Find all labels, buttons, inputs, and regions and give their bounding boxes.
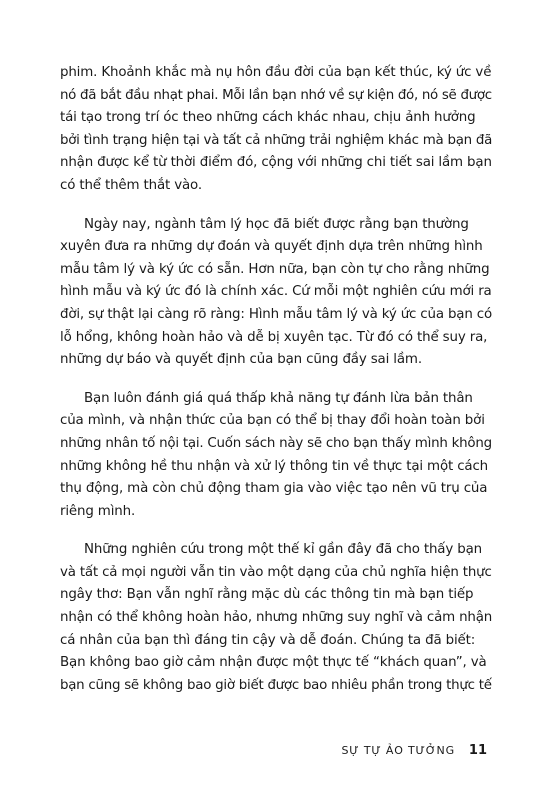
text-line: hình mẫu và ký ức đó là chính xác. Cứ mỗi một nghiên cứu mới ra	[60, 284, 492, 300]
text-line: xuyên đưa ra những dự đoán và quyết định dựa trên những hình	[60, 239, 483, 255]
text-line: nó đã bắt đầu nhạt phai. Mỗi lần bạn nhớ về sự kiện đó, nó sẽ được	[60, 87, 492, 103]
text-line: Bạn luôn đánh giá quá thấp khả năng tự đánh lừa bản thân	[84, 390, 473, 406]
paragraph-4	[60, 539, 492, 697]
page-footer	[342, 743, 488, 758]
text-line: mẫu tâm lý và ký ức có sẵn. Hơn nữa, bạn còn tự cho rằng những	[60, 261, 490, 277]
text-line: những dự báo và quyết định của bạn cũng đầy sai lầm.	[60, 352, 422, 368]
running-title: SỰ TỰ ẢO TƯỞNG	[341, 744, 455, 757]
text-line: bởi tình trạng hiện tại và tất cả những trải nghiệm khác mà bạn đã	[60, 132, 493, 148]
text-line: Ngày nay, ngành tâm lý học đã biết được rằng bạn thường	[84, 216, 469, 232]
text-line: riêng mình.	[60, 503, 136, 519]
text-line: có thể thêm thắt vào.	[60, 177, 202, 193]
text-line: nhận được kể từ thời điểm đó, cộng với những chi tiết sai lầm bạn	[60, 155, 492, 171]
text-line: đời, sự thật lại càng rõ ràng: Hình mẫu tâm lý và ký ức của bạn có	[60, 306, 492, 322]
text-line: những nhân tố nội tại. Cuốn sách này sẽ cho bạn thấy mình không	[60, 435, 492, 451]
body-text	[60, 62, 492, 713]
text-line: bạn cũng sẽ không bao giờ biết được bao nhiêu phần trong thực tế	[60, 677, 492, 693]
text-line: phim. Khoảnh khắc mà nụ hôn đầu đời của bạn kết thúc, ký ức về	[60, 65, 492, 80]
text-line: Bạn không bao giờ cảm nhận được một thực tế “khách quan”, và	[60, 655, 487, 671]
text-line: cá nhân của bạn thì đáng tin cậy và dễ đoán. Chúng ta đã biết:	[60, 632, 476, 648]
text-line: tái tạo trong trí óc theo những cách khác nhau, chịu ảnh hưởng	[60, 110, 476, 126]
text-line: nhận có thể không hoàn hảo, nhưng những suy nghĩ và cảm nhận	[60, 610, 493, 626]
paragraph-1	[60, 62, 492, 198]
text-line: lỗ hổng, không hoàn hảo và dễ bị xuyên tạc. Từ đó có thể suy ra,	[60, 329, 488, 345]
paragraph-3	[60, 388, 492, 524]
text-line: ngây thơ: Bạn vẫn nghĩ rằng mặc dù các thông tin mà bạn tiếp	[60, 587, 474, 603]
page-number: 11	[468, 743, 487, 758]
text-line: Những nghiên cứu trong một thế kỉ gần đây đã cho thấy bạn	[84, 542, 482, 558]
text-line: những không hề thu nhận và xử lý thông tin về thực tại một cách	[60, 458, 489, 474]
text-line: của mình, và nhận thức của bạn có thể bị thay đổi hoàn toàn bởi	[60, 413, 485, 429]
paragraph-2	[60, 214, 492, 372]
text-line: và tất cả mọi người vẫn tin vào một dạng của chủ nghĩa hiện thực	[60, 564, 492, 580]
text-line: thụ động, mà còn chủ động tham gia vào việc tạo nên vũ trụ của	[60, 481, 488, 497]
